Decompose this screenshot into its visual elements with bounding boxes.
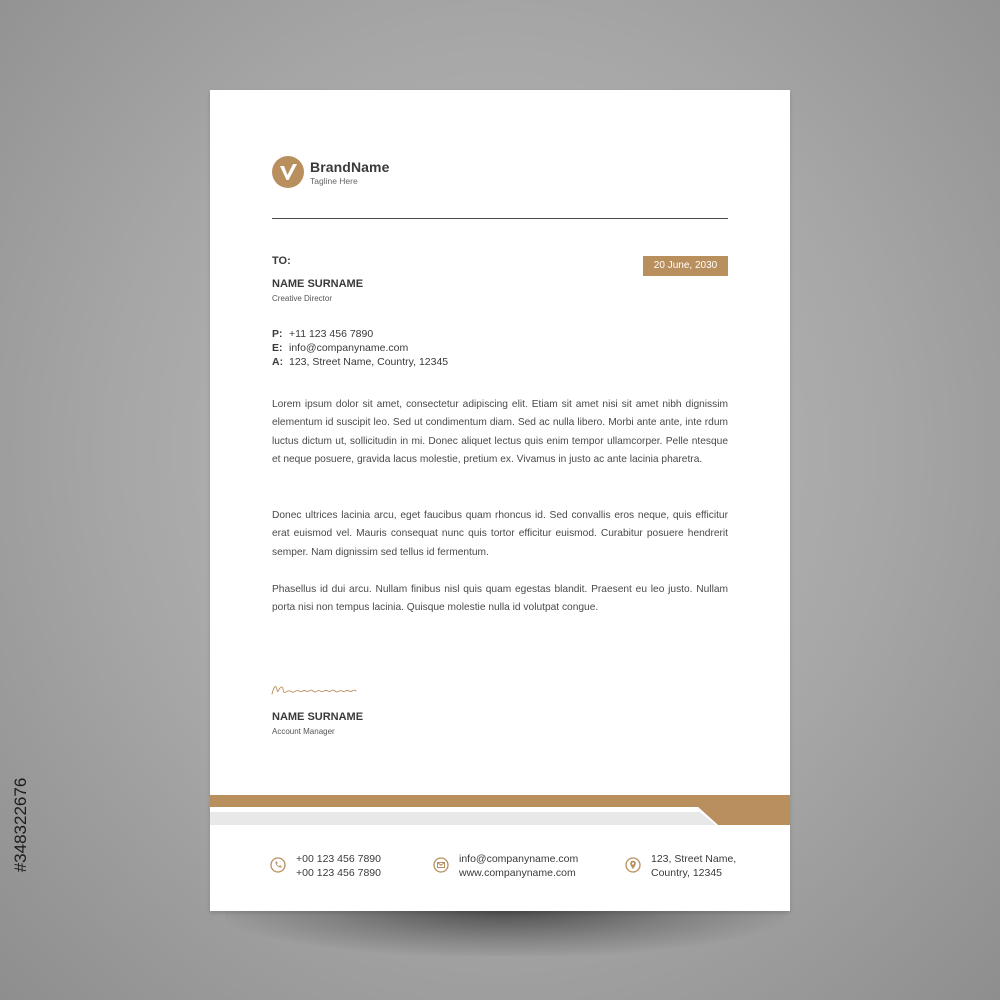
date-badge: 20 June, 2030 <box>643 256 728 276</box>
brand-logo-icon <box>272 156 304 188</box>
letterhead-page <box>210 90 790 911</box>
email-value: info@companyname.com <box>289 342 409 354</box>
brand-tagline: Tagline Here <box>310 176 358 186</box>
contact-address <box>272 356 448 368</box>
body-paragraph-3: Phasellus id dui arcu. Nullam finibus nisl quis quam egestas blandit. Praesent eu leo justo. Nullam porta nisi non tempus lacinia. Quisque molestie nulla id volutpat congue. <box>272 584 728 614</box>
recipient-name: NAME SURNAME <box>272 278 364 290</box>
recipient-title: Creative Director <box>272 294 333 303</box>
footer-address-line-1: 123, Street Name, <box>651 853 737 865</box>
header-divider <box>272 218 728 219</box>
email-icon <box>433 857 449 873</box>
footer-phone-1: +00 123 456 7890 <box>296 853 381 865</box>
to-label: TO: <box>272 255 291 267</box>
handwritten-signature <box>270 680 390 702</box>
body-paragraph-1: Lorem ipsum dolor sit amet, consectetur adipiscing elit. Etiam sit amet nisi sit amet nibh dignissim elementum id suscipit leo. Sed ut condimentum diam. Sed ac nulla libero. Morbi ante ante, inte rdum luctus dictum ut, sollicitudin in mi. Donec aliquet lectus quis enim tempor ullamcorper. Pelle ntesque et neque posuere, gravida lacus molestie, pretium ex. Vivamus in justo ac ante lacinia pharetra. <box>272 399 728 465</box>
phone-icon <box>270 857 286 873</box>
phone-label: P: <box>272 328 283 340</box>
phone-value: +11 123 456 7890 <box>289 328 374 340</box>
address-value: 123, Street Name, Country, 12345 <box>289 356 449 368</box>
body-paragraph-2: Donec ultrices lacinia arcu, eget faucibus quam rhoncus id. Sed convallis eros neque, quis efficitur erat euismod vel. Mauris consequat nunc quis tortor efficitur euismod. Curabitur posuere hendrerit semper. Nam dignissim sed tellus id fermentum. <box>272 510 728 558</box>
contact-email <box>272 342 408 354</box>
footer-address-line-2: Country, 12345 <box>651 867 723 879</box>
email-label: E: <box>272 342 283 354</box>
signer-name: NAME SURNAME <box>272 711 364 723</box>
footer-website: www.companyname.com <box>459 867 576 879</box>
stock-id-container <box>6 740 36 910</box>
location-icon <box>625 857 641 873</box>
footer-decorative-band <box>210 795 790 827</box>
brand-name: BrandName <box>310 159 390 175</box>
signer-title: Account Manager <box>272 727 335 736</box>
footer-email: info@companyname.com <box>459 853 579 865</box>
footer-phone-2: +00 123 456 7890 <box>296 867 381 879</box>
contact-phone <box>272 328 373 340</box>
address-label: A: <box>272 356 284 368</box>
stock-id: #348322676 <box>11 777 30 873</box>
